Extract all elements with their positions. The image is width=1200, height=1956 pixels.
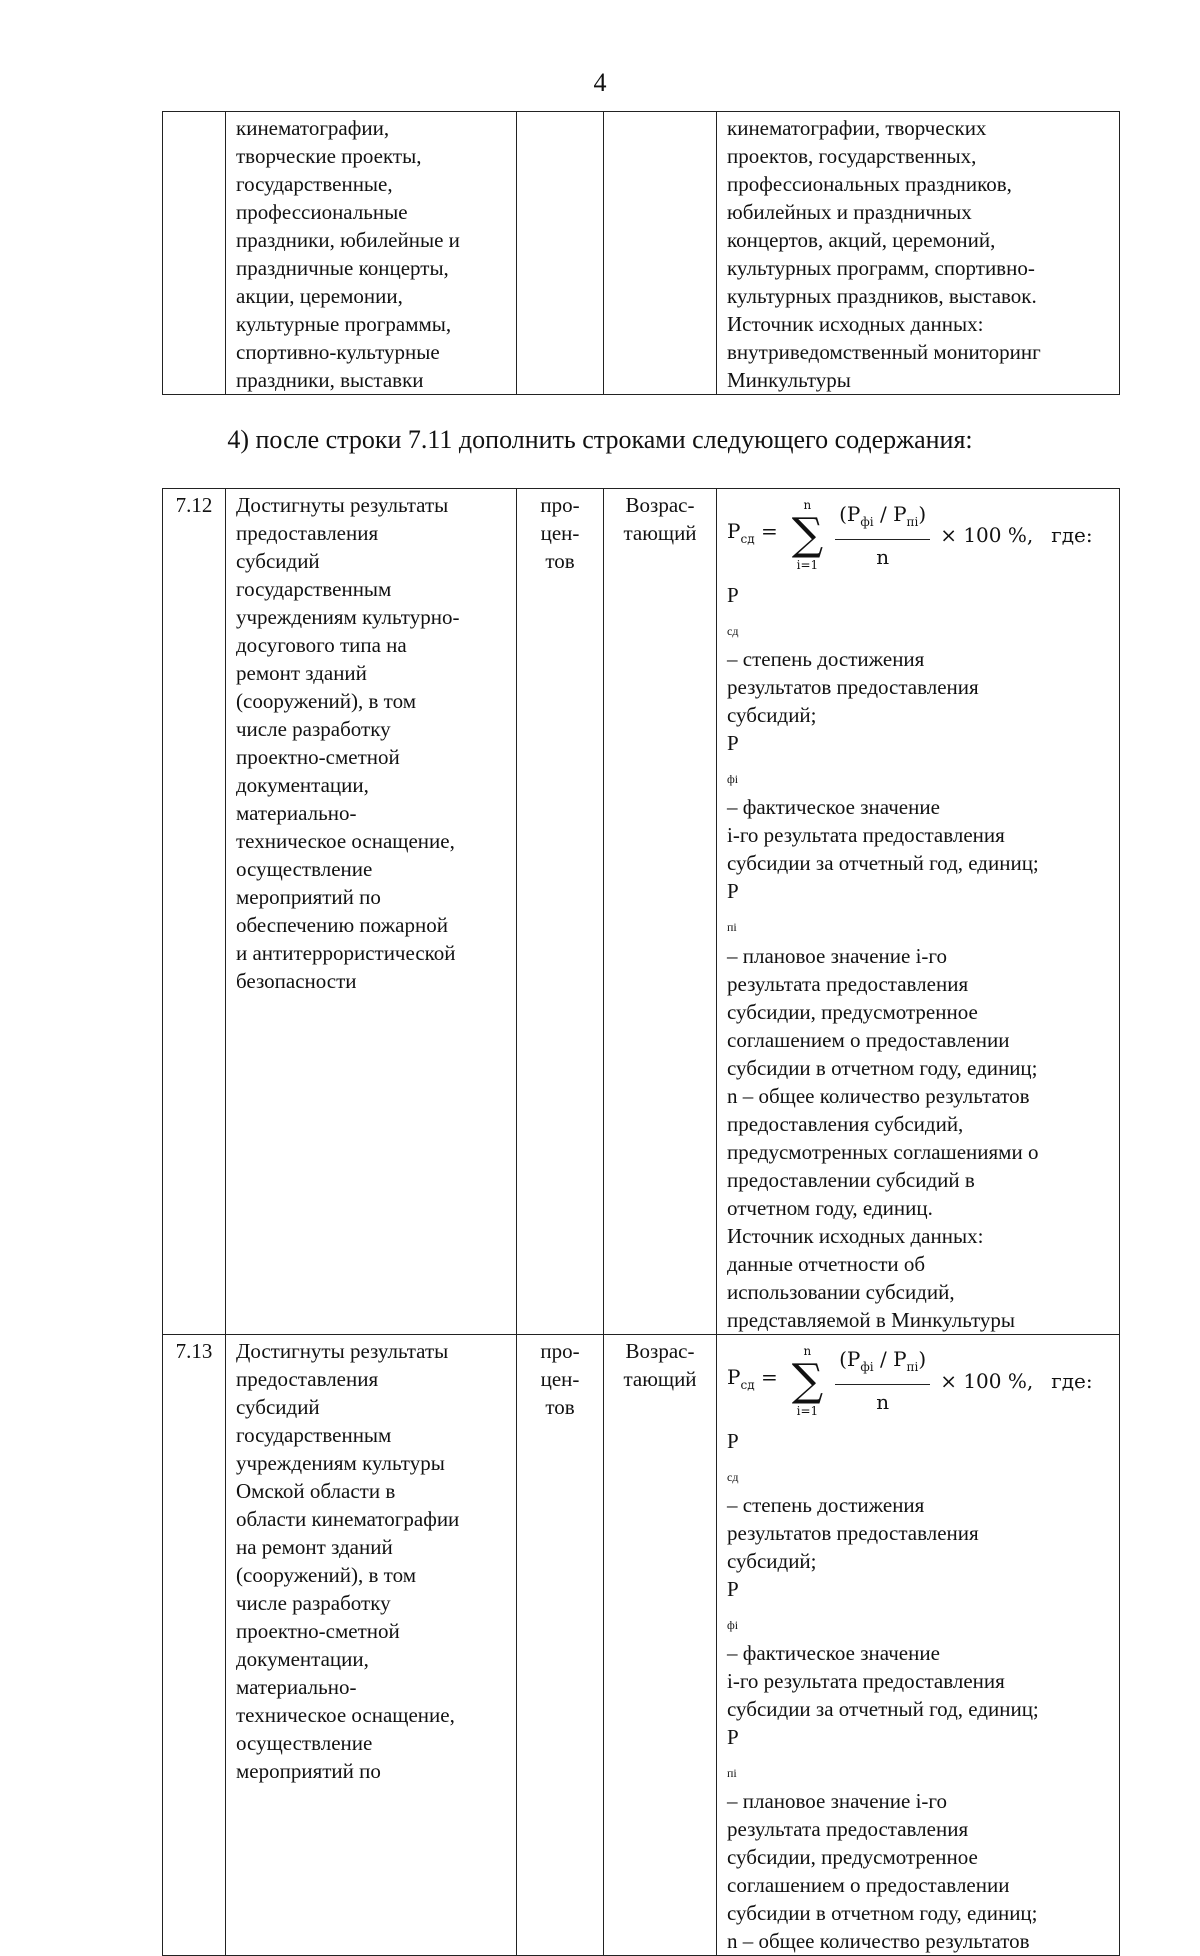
direction-cell: Возрас- тающий (604, 489, 717, 1335)
page-number: 4 (593, 68, 607, 97)
amendment-text: 4) после строки 7.11 дополнить строками следующего содержания: (227, 425, 973, 454)
formula: $P_{сд}$ = n ∑ i=1 $\frac{(P_{фi} / P_{пi})}{n}$ × 100 %, где: (727, 498, 1093, 572)
unit-cell: про- цен- тов (517, 489, 604, 1335)
formula-definitions: Р $_{сд}$ – степень достижения результатов предоставления субсидий; Р $_{фi}$ – фактическое значение i-го результата предоставления субсидии за отчетный год, единиц; Р $_{пi}$ – плановое значение i-го результата предоставления субсидии, предусмотренное соглашением о предоставлении субсидии в отчетном году, единиц; n – общее количество результатов предоставления субсидий, предусмотренных соглашениями о предоставлении субсидий в отчетном году, единиц. Источник исходных данных: данные отчетности об использовании субсидий, представляемой в Минкультуры (727, 583, 1039, 1332)
direction-cell (604, 112, 717, 395)
number-cell (163, 112, 226, 395)
table-row (163, 489, 1120, 1335)
indicators-table (162, 488, 1120, 1956)
row-number: 7.12 (163, 489, 226, 1335)
table-row (163, 1334, 1120, 1956)
method-cell: кинематографии, творческих проектов, государственных, профессиональных праздников, юбилейных и праздничных концертов, акций, церемоний, культурных программ, спортивно- культурных праздников, выставок. Источник исходных данных: внутриведомственный мониторинг Минкультуры (717, 112, 1120, 395)
unit-cell: про- цен- тов (517, 1334, 604, 1956)
row-number: 7.13 (163, 1334, 226, 1956)
method-cell (717, 1334, 1120, 1956)
method-cell (717, 489, 1120, 1335)
indicator-name-cell: Достигнуты результаты предоставления субсидий государственным учреждениям культурно- досугового типа на ремонт зданий (сооружений), в том числе разработку проектно-сметной документации, материально- техническое оснащение, осуществление мероприятий по обеспечению пожарной и антитеррористической безопасности (226, 489, 517, 1335)
sum-symbol: n ∑ i=1 (791, 1343, 824, 1418)
unit-cell (517, 112, 604, 395)
fraction: $\frac{(P_{фi} / P_{пi})}{n}$ (835, 500, 930, 571)
formula: $P_{сд}$ = n ∑ i=1 $\frac{(P_{фi} / P_{пi})}{n}$ × 100 %, где: (727, 1343, 1093, 1418)
table-row (163, 112, 1120, 395)
indicator-name-cell: кинематографии, творческие проекты, государственные, профессиональные праздники, юбилейные и праздничные концерты, акции, церемонии, культурные программы, спортивно-культурные праздники, выставки (226, 112, 517, 395)
direction-cell: Возрас- тающий (604, 1334, 717, 1956)
fraction: $\frac{(P_{фi} / P_{пi})}{n}$ (835, 1345, 930, 1416)
formula-definitions: Р $_{сд}$ – степень достижения результатов предоставления субсидий; Р $_{фi}$ – фактическое значение i-го результата предоставления субсидии за отчетный год, единиц; Р $_{пi}$ – плановое значение i-го результата предоставления субсидии, предусмотренное соглашением о предоставлении субсидии в отчетном году, единиц; n – общее количество результатов (727, 1428, 1039, 1954)
continuation-table (162, 111, 1120, 395)
indicator-name-cell: Достигнуты результаты предоставления субсидий государственным учреждениям культуры Омской области в области кинематографии на ремонт зданий (сооружений), в том числе разработку проектно-сметной документации, материально- техническое оснащение, осуществление мероприятий по (226, 1334, 517, 1956)
sum-symbol: n ∑ i=1 (791, 498, 824, 572)
